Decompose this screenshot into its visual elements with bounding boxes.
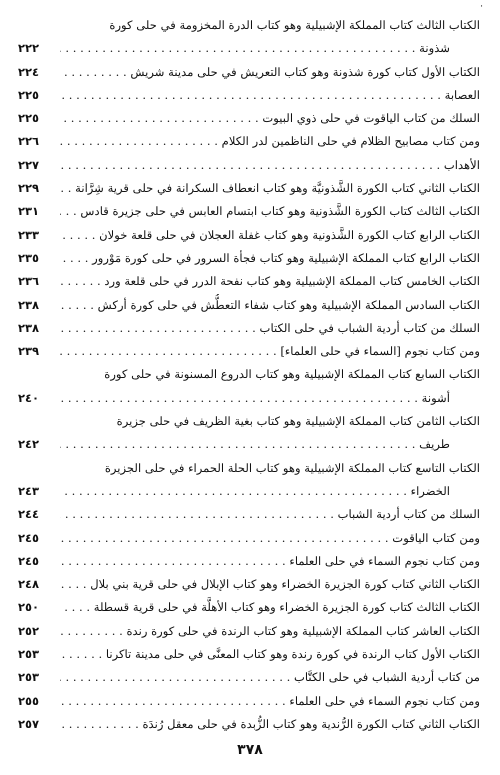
toc-entry-page: ٢٣٨ xyxy=(18,297,40,312)
toc-entry-page: ٢٣٣ xyxy=(18,227,40,242)
toc-entry xyxy=(18,620,480,643)
toc-entry-title: الكتاب الثالث كتاب كورة الجزيرة الخضراء وهو كتاب الأهلَّة في حلى قرية قسطلة . . . xyxy=(60,596,480,619)
toc-entry xyxy=(18,270,480,293)
toc-entry-page: ٢٥٢ xyxy=(18,623,40,638)
toc-entry xyxy=(18,84,480,107)
toc-entry-page: ٢٤٨ xyxy=(18,577,40,592)
toc-entry-page: ٢٤٢ xyxy=(18,437,40,452)
toc-entry-title: ومن كتاب مصابيح الظلام في حلى الناظمين لدر الكلام . . . xyxy=(60,130,480,153)
toc-entry-title: الكتاب الثالث كتاب الكورة الشَّذونية وهو كتاب ابتسام العابس في حلى جزيرة قادس . . . xyxy=(60,200,480,223)
toc-entry-page: ٢٤٥ xyxy=(18,553,40,568)
toc-entry xyxy=(18,317,480,340)
page-number: ٣٧٨ xyxy=(237,742,263,758)
toc-entry-title: الكتاب العاشر كتاب المملكة الإشبيلية وهو كتاب الرندة في حلى كورة رندة . . . xyxy=(60,620,480,643)
toc-entry xyxy=(18,596,480,619)
toc-entry-title: الكتاب الثاني كتاب الكورة الشَّذونيَّة وهو كتاب انعطاف السكرانة في حلى قرية شِرَّانة . . . xyxy=(60,177,480,200)
toc-entry xyxy=(18,643,480,666)
toc-entry xyxy=(18,14,480,37)
toc-entry-page: ٢٥٣ xyxy=(18,647,40,662)
toc-entry-page: ٢٥٧ xyxy=(18,716,40,731)
toc-entry-page: ٢٣٨ xyxy=(18,320,40,335)
toc-entry-title: السلك من كتاب أردية الشباب في حلى الكتاب . . . xyxy=(60,317,480,340)
toc-entry-page: ٢٤٤ xyxy=(18,507,40,522)
toc-entry xyxy=(18,363,480,386)
toc-entry xyxy=(18,130,480,153)
toc-entry xyxy=(18,294,480,317)
toc-entry-title: الكتاب الثاني كتاب الكورة الرُّندية وهو كتاب الزُّبدة في حلى معقل رُندَة . . . xyxy=(60,713,480,736)
toc-entry-title: طريف . . . xyxy=(60,433,450,456)
toc-entry-page: ٢٣٥ xyxy=(18,250,40,265)
toc-entry-title: السلك من كتاب الياقوت في حلى ذوي البيوت . . . xyxy=(60,107,480,130)
toc-entry-title: الخضراء . . . xyxy=(60,480,450,503)
toc-entry xyxy=(18,410,480,433)
toc-entry-page: ٢٢٤ xyxy=(18,64,40,79)
toc-entry xyxy=(18,37,480,60)
toc-entry xyxy=(18,480,480,503)
toc-entry xyxy=(18,387,480,410)
toc-entry-title: السلك من كتاب أردية الشباب . . . xyxy=(60,503,480,526)
toc-entry-page: ٢٤٣ xyxy=(18,483,40,498)
toc-entry-page: ٢٥٥ xyxy=(18,693,40,708)
toc-entry-title: ومن كتاب نجوم السماء في حلى العلماء . . . xyxy=(60,690,480,713)
toc-entry-page: ٢٢٢ xyxy=(18,41,40,56)
toc-entry xyxy=(18,107,480,130)
toc-entry-page: ٢٢٥ xyxy=(18,111,40,126)
toc-entry-page: ٢٣١ xyxy=(18,204,40,219)
toc-entry-page: ٢٣٦ xyxy=(18,274,40,289)
toc-entry xyxy=(18,433,480,456)
toc-entry-title: العصابة . . . xyxy=(60,84,480,107)
toc-entry-title: الكتاب التاسع كتاب المملكة الإشبيلية وهو كتاب الحلة الحمراء في حلى الجزيرة xyxy=(104,460,480,475)
toc-entry xyxy=(18,154,480,177)
toc-entry xyxy=(18,61,480,84)
toc-entry-page: ٢٣٩ xyxy=(18,344,40,359)
toc-entry-title: شذونة . . . xyxy=(60,37,450,60)
toc-entry-title: الكتاب الأول كتاب كورة شذونة وهو كتاب التعريش في حلى مدينة شريش . . . xyxy=(60,61,480,84)
toc-entry xyxy=(18,177,480,200)
toc-entry-title: الكتاب الأول كتاب الرندة في كورة رندة وهو كتاب المعنَّى في حلى مدينة تاكرنا . . . xyxy=(60,643,480,666)
toc-entry-title: الكتاب الثامن كتاب المملكة الإشبيلية وهو كتاب بغية الظريف في حلى جزيرة xyxy=(116,414,480,429)
corner-mark: · xyxy=(480,2,483,12)
toc-entry-page: ٢٢٩ xyxy=(18,181,40,196)
toc-entry-page: ٢٥٣ xyxy=(18,670,40,685)
toc-entry-title: أشونة . . . xyxy=(60,387,450,410)
toc-entry xyxy=(18,666,480,689)
toc-entry xyxy=(18,224,480,247)
toc-entry-page: ٢٢٥ xyxy=(18,87,40,102)
toc-entry xyxy=(18,527,480,550)
toc-entry xyxy=(18,340,480,363)
toc-entry-title: الكتاب الرابع كتاب الكورة الشَّذونية وهو كتاب غفلة العجلان في حلى قلعة خولان . . . xyxy=(60,224,480,247)
toc-entry-title: ومن كتاب نجوم [السماء في حلى العلماء] . . . xyxy=(60,340,480,363)
toc-entry-page: ٢٤٥ xyxy=(18,530,40,545)
toc-entry xyxy=(18,247,480,270)
toc-entry xyxy=(18,457,480,480)
toc-entry-title: الكتاب الخامس كتاب المملكة الإشبيلية وهو كتاب نفحة الدرر في حلى قلعة ورد . . . xyxy=(60,270,480,293)
toc-entry-title: الكتاب السابع كتاب المملكة الإشبيلية وهو كتاب الدروع المسنونة في حلى كورة xyxy=(104,367,480,382)
toc-entry-page: ٢٢٦ xyxy=(18,134,40,149)
toc-entry-page: ٢٤٠ xyxy=(18,390,40,405)
toc-entry-title: الكتاب السادس المملكة الإشبيلية وهو كتاب شفاء التعطُّش في حلى كورة أركش . . . xyxy=(60,294,480,317)
toc-entry-page: ٢٢٧ xyxy=(18,157,40,172)
table-of-contents xyxy=(18,14,480,736)
toc-entry xyxy=(18,200,480,223)
toc-entry-title: الكتاب الثالث كتاب المملكة الإشبيلية وهو كتاب الدرة المخزومة في حلى كورة xyxy=(109,18,480,32)
toc-entry xyxy=(18,550,480,573)
toc-entry-title: الكتاب الثاني كتاب كورة الجزيرة الخضراء وهو كتاب الإبلال في حلى قرية بني بلال . . . xyxy=(60,573,480,596)
toc-entry xyxy=(18,573,480,596)
toc-entry xyxy=(18,713,480,736)
toc-entry-title: الأهداب . . . xyxy=(60,154,480,177)
toc-entry-page: ٢٥٠ xyxy=(18,600,40,615)
toc-entry-title: ومن كتاب الياقوت . . . xyxy=(60,527,480,550)
toc-entry-title: الكتاب الرابع كتاب المملكة الإشبيلية وهو كتاب فجأة السرور في حلى كورة مَوْرور . . . xyxy=(60,247,480,270)
toc-entry xyxy=(18,690,480,713)
toc-entry-title: من كتاب أردية الشباب في حلى الكتَّاب . . . xyxy=(60,666,480,689)
toc-entry-title: ومن كتاب نجوم السماء في حلى العلماء . . . xyxy=(60,550,480,573)
toc-entry xyxy=(18,503,480,526)
